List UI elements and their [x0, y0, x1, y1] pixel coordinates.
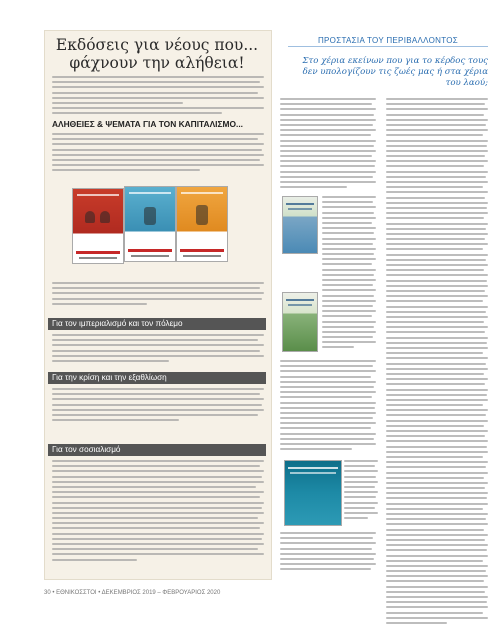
- crisis-paragraph: [52, 388, 264, 424]
- left-article-title: Εκδόσεις για νέους που... φάχνουν την αλήθεια!: [55, 36, 259, 72]
- socialism-paragraph: [52, 460, 264, 564]
- right-text-col-1-lower: [280, 360, 376, 453]
- imperialism-paragraph: [52, 334, 264, 365]
- right-book-cover-3: [284, 460, 342, 526]
- books-paragraph: [52, 282, 264, 308]
- article-subtitle: Στο χέρια εκείνων που για το κέρδος τους δεν υπολογίζουν τις ζωές μας ή στα χέρια του λαού;: [302, 56, 488, 88]
- right-text-col-1-bottom: [344, 460, 378, 522]
- right-book-cover-2: [282, 292, 318, 352]
- section-bar-crisis: Για την κρίση και την εξαθλίωση: [48, 372, 266, 384]
- section-bar-socialism: Για τον σοσιαλισμό: [48, 444, 266, 456]
- right-text-col-1-top: [280, 98, 376, 191]
- right-text-col-1-mid: [322, 196, 376, 352]
- book-cover-1: [72, 188, 124, 264]
- kicker-divider: [288, 46, 488, 47]
- section-bar-imperialism: Για τον ιμπεριαλισμό και τον πόλεμο: [48, 318, 266, 330]
- book-cover-2: [124, 186, 176, 262]
- intro-paragraph: [52, 76, 264, 118]
- right-text-col-2: [386, 98, 488, 627]
- capitalism-heading: ΑΛΗΘΕΙΕΣ & ΨΕΜΑΤΑ ΓΙΑ ΤΟΝ ΚΑΠΙΤΑΛΙΣΜΟ...: [52, 119, 243, 129]
- section-kicker: ΠΡΟΣΤΑΣΙΑ ΤΟΥ ΠΕΡΙΒΑΛΛΟΝΤΟΣ: [317, 36, 459, 45]
- capitalism-paragraph: [52, 133, 264, 175]
- book-cover-3: [176, 186, 228, 262]
- right-text-col-1-end: [280, 532, 376, 574]
- right-book-cover-1: [282, 196, 318, 254]
- page-footer: 30 • ΕΘΝΙΚΟΣΣΤΟΙ • ΔΕΚΕΜΒΡΙΟΣ 2019 – ΦΕΒΡΟΥΑΡΙΟΣ 2020: [44, 590, 221, 596]
